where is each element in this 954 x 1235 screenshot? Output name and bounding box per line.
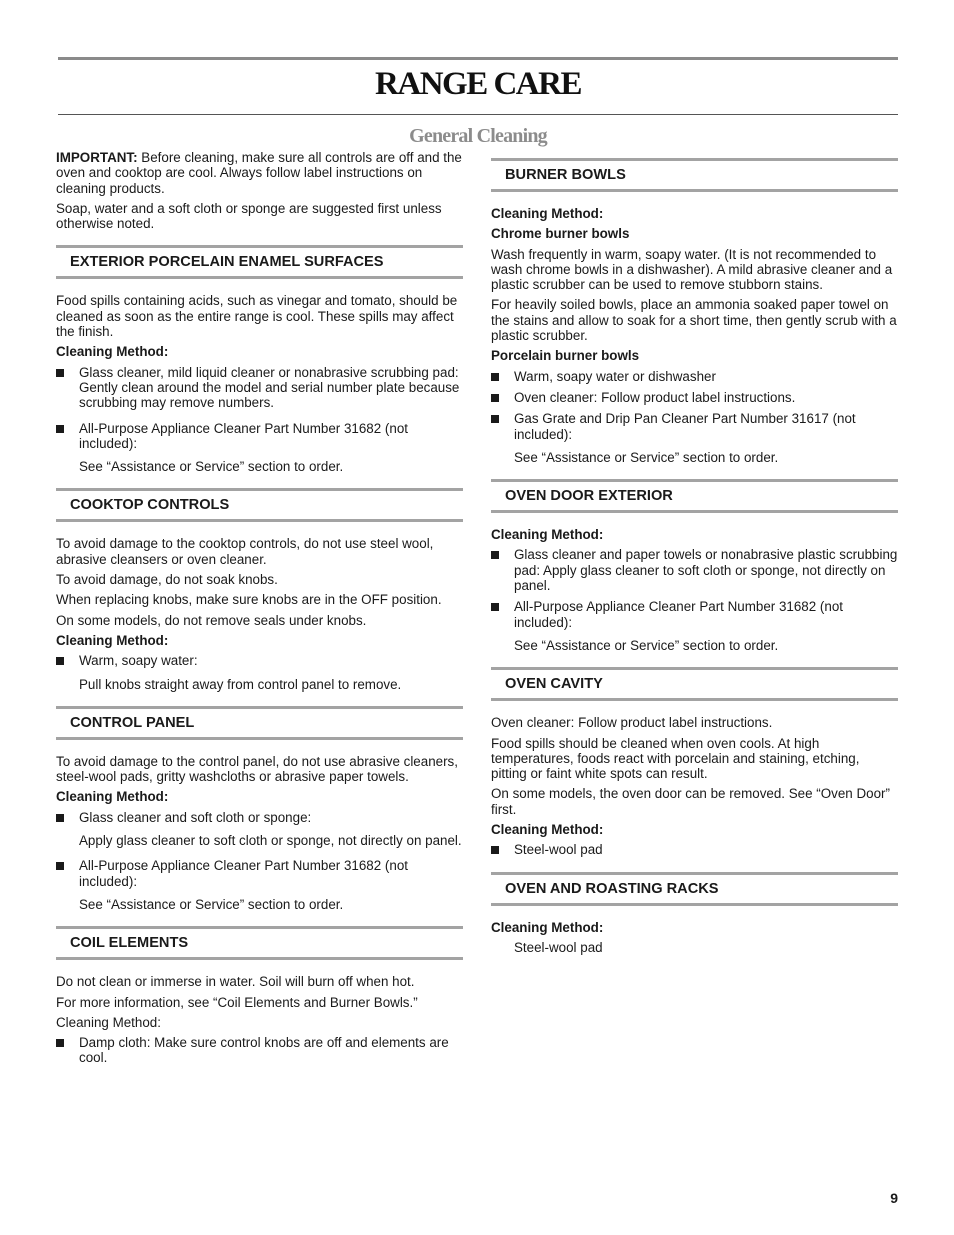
see-service-note: See “Assistance or Service” section to order. (514, 637, 779, 653)
see-service-note: See “Assistance or Service” section to order. (79, 459, 344, 475)
control-text: To avoid damage to the control panel, do not use abrasive cleaners, steel-wool pads, gritty washcloths or abrasive paper towels. (56, 753, 458, 785)
list-item (56, 365, 463, 411)
list-item (491, 369, 898, 384)
list-item-text: All-Purpose Appliance Cleaner Part Number 31682 (not included): (79, 420, 408, 451)
cooktop-method: Cleaning Method: (56, 632, 169, 648)
heading-burner-bowls: BURNER BOWLS (491, 158, 898, 192)
page-number: 9 (890, 1190, 898, 1206)
top-rule (58, 57, 898, 60)
cooktop-text-1: To avoid damage to the cooktop controls, do not use steel wool, abrasive cleansers or oven cleaner. (56, 536, 434, 567)
intro-paragraph: Soap, water and a soft cloth or sponge are suggested first unless otherwise noted. (56, 200, 442, 232)
cooktop-text-2: To avoid damage, do not soak knobs. (56, 572, 278, 588)
bullet-square-icon (491, 415, 499, 423)
bullet-square-icon (56, 369, 64, 377)
heading-cooktop-controls: COOKTOP CONTROLS (56, 488, 463, 522)
list-item-text: Warm, soapy water: (79, 653, 198, 669)
bullet-square-icon (491, 394, 499, 402)
bullet-square-icon (56, 1039, 64, 1047)
list-item (56, 653, 463, 668)
cavity-text-3: On some models, the oven door can be removed. See “Oven Door” first. (491, 786, 890, 817)
bowls-method: Cleaning Method: (491, 206, 604, 221)
heading-oven-racks: OVEN AND ROASTING RACKS (491, 872, 898, 906)
list-item (56, 810, 463, 825)
bullet-square-icon (491, 603, 499, 611)
list-item (56, 421, 463, 452)
list-item (56, 858, 463, 889)
important-text: Before cleaning, make sure all controls are off and the oven and cooktop are cool. Always follow label instructions on cleaning products. (56, 150, 462, 196)
list-item-text: Oven cleaner: Follow product label instructions. (514, 389, 796, 405)
coil-text-1: Do not clean or immerse in water. Soil will burn off when hot. (56, 974, 415, 990)
list-item-text: Glass cleaner, mild liquid cleaner or nonabrasive scrubbing pad: (79, 364, 459, 380)
list-item-subtext: Gently clean around the model and serial number plate because scrubbing may remove numbers. (79, 379, 460, 411)
left-column (56, 150, 463, 1072)
page-title: RANGE CARE (375, 66, 581, 102)
chrome-bowls-label: Chrome burner bowls (491, 226, 630, 242)
bullet-square-icon (491, 373, 499, 381)
cooktop-subnote: Pull knobs straight away from control panel to remove. (79, 676, 402, 692)
list-item-text: Damp cloth: Make sure control knobs are off and elements are cool. (79, 1035, 449, 1066)
heading-control-panel: CONTROL PANEL (56, 706, 463, 740)
bullet-square-icon (491, 551, 499, 559)
bullet-square-icon (56, 657, 64, 665)
racks-subnote: Steel-wool pad (514, 939, 603, 955)
door-method: Cleaning Method: (491, 527, 604, 543)
important-label: IMPORTANT: (56, 150, 138, 165)
cooktop-text-3: When replacing knobs, make sure knobs are in the OFF position. (56, 592, 442, 608)
important-note (56, 150, 463, 196)
porcelain-text: Food spills containing acids, such as vinegar and tomato, should be cleaned as soon as the entire range is cool. These spills may affect the finish. (56, 293, 458, 340)
bullet-square-icon (56, 425, 64, 433)
control-method: Cleaning Method: (56, 789, 169, 805)
coil-text-3: Cleaning Method: (56, 1014, 161, 1030)
heading-oven-cavity: OVEN CAVITY (491, 667, 898, 701)
coil-text-2: For more information, see “Coil Elements and Burner Bowls.” (56, 994, 418, 1010)
bullet-square-icon (56, 862, 64, 870)
list-item-text: Gas Grate and Drip Pan Cleaner Part Number 31617 (not included): (514, 411, 856, 442)
cavity-text-2: Food spills should be cleaned when oven cools. At high temperatures, foods react with porcelain and staining, etching, pitting or faint white spots can result. (491, 735, 860, 782)
cooktop-text-4: On some models, do not remove seals under knobs. (56, 612, 367, 628)
list-item-text: Steel-wool pad (514, 842, 603, 858)
cavity-text-1: Oven cleaner: Follow product label instructions. (491, 715, 773, 731)
list-item-text: All-Purpose Appliance Cleaner Part Number 31682 (not included): (514, 599, 843, 630)
bowls-text-1: Wash frequently in warm, soapy water. (It is not recommended to wash chrome bowls in a dishwasher). A mild abrasive cleaner and a plastic scrubber can be used to remove stubborn stains. (491, 246, 893, 293)
heading-oven-door-exterior: OVEN DOOR EXTERIOR (491, 479, 898, 513)
racks-method: Cleaning Method: (491, 919, 604, 935)
cavity-method: Cleaning Method: (491, 822, 604, 838)
heading-coil-elements: COIL ELEMENTS (56, 926, 463, 960)
see-service-note: See “Assistance or Service” section to order. (514, 449, 779, 465)
list-item-text: Warm, soapy water or dishwasher (514, 368, 716, 384)
porcelain-bowls-label: Porcelain burner bowls (491, 348, 640, 364)
bowls-text-2: For heavily soiled bowls, place an ammonia soaked paper towel on the stains and allow to soak for a short time, then gently scrub with a plastic scrubber. (491, 297, 897, 344)
bullet-square-icon (491, 846, 499, 854)
list-item (491, 411, 898, 442)
title-rule (58, 114, 898, 115)
list-item (491, 390, 898, 405)
list-item (491, 547, 898, 593)
porcelain-method: Cleaning Method: (56, 344, 169, 360)
list-item (491, 599, 898, 630)
list-item-text: All-Purpose Appliance Cleaner Part Number 31682 (not included): (79, 858, 408, 889)
control-subnote: Apply glass cleaner to soft cloth or sponge, not directly on panel. (79, 833, 462, 849)
bullet-square-icon (56, 814, 64, 822)
section-subtitle: General Cleaning (409, 125, 547, 147)
list-item (491, 842, 898, 857)
list-item (56, 1035, 463, 1066)
see-service-note: See “Assistance or Service” section to order. (79, 896, 344, 912)
heading-porcelain: EXTERIOR PORCELAIN ENAMEL SURFACES (56, 245, 463, 279)
list-item-text: Glass cleaner and soft cloth or sponge: (79, 809, 312, 825)
list-item-text: Glass cleaner and paper towels or nonabrasive plastic scrubbing pad: Apply glass cleaner to soft cloth or sponge, not directly on panel. (514, 547, 898, 594)
right-column (491, 150, 898, 961)
